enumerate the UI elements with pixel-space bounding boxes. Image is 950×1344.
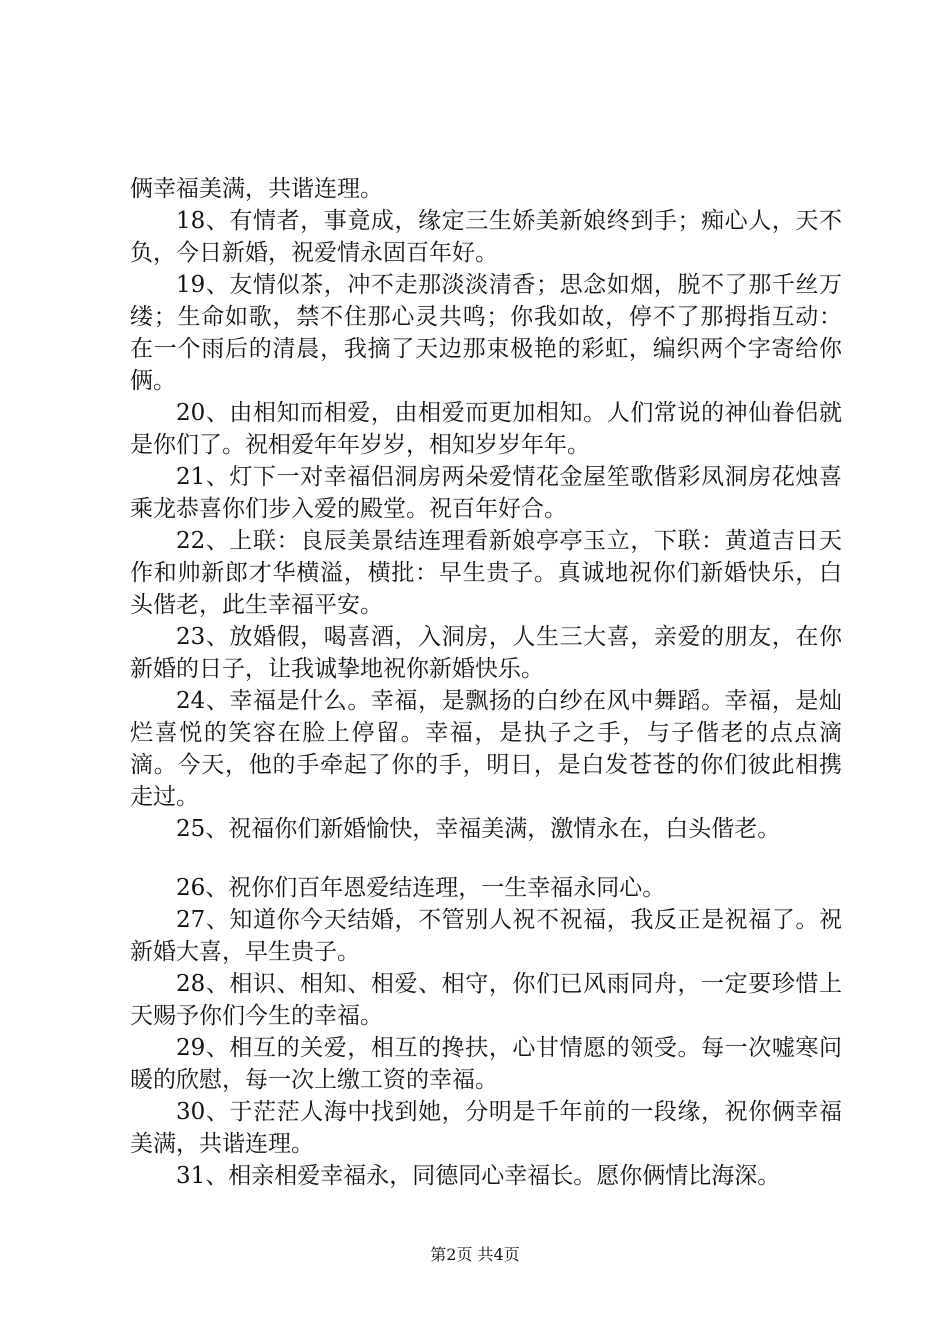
- paragraph-27: 27、知道你今天结婚，不管别人祝不祝福，我反正是祝福了。祝新婚大喜，早生贵子。: [130, 907, 842, 965]
- paragraph-19: 19、友情似茶，冲不走那淡淡清香；思念如烟，脱不了那千丝万缕；生命如歌，禁不住那心灵共鸣；你我如故，停不了那拇指互动：在一个雨后的清晨，我摘了天边那束极艳的彩虹，编织两个字寄给你俩。: [130, 272, 842, 394]
- paragraph-28: 28、相识、相知、相爱、相守，你们已风雨同舟，一定要珍惜上天赐予你们今生的幸福。: [130, 971, 842, 1029]
- page-number-footer: 第2页 共4页: [430, 1245, 520, 1264]
- paragraph-22: 22、上联：良辰美景结连理看新娘亭亭玉立，下联：黄道吉日天作和帅新郎才华横溢，横批：早生贵子。真诚地祝你们新婚快乐，白头偕老，此生幸福平安。: [130, 528, 842, 618]
- paragraph-25: 25、祝福你们新婚愉快，幸福美满，激情永在，白头偕老。: [176, 816, 781, 842]
- paragraph-23: 23、放婚假，喝喜酒，入洞房，人生三大喜，亲爱的朋友，在你新婚的日子，让我诚挚地祝你新婚快乐。: [130, 624, 842, 682]
- paragraph-29: 29、相互的关爱，相互的搀扶，心甘情愿的领受。每一次嘘寒问暖的欣慰，每一次上缴工资的幸福。: [130, 1035, 842, 1093]
- paragraph-continuation: 俩幸福美满，共谐连理。: [130, 176, 383, 202]
- paragraph-26: 26、祝你们百年恩爱结连理，一生幸福永同心。: [176, 875, 666, 901]
- paragraph-24: 24、幸福是什么。幸福，是飘扬的白纱在风中舞蹈。幸福，是灿烂喜悦的笑容在脸上停留。幸福，是执子之手，与子偕老的点点滴滴。今天，他的手牵起了你的手，明日，是白发苍苍的你们彼此相携走过。: [130, 688, 842, 810]
- paragraph-21: 21、灯下一对幸福侣洞房两朵爱情花金屋笙歌偕彩凤洞房花烛喜乘龙恭喜你们步入爱的殿堂。祝百年好合。: [130, 464, 842, 522]
- document-body: [130, 173, 842, 1192]
- paragraph-18: 18、有情者，事竟成，缘定三生娇美新娘终到手；痴心人，天不负，今日新婚，祝爱情永固百年好。: [130, 208, 842, 266]
- paragraph-20: 20、由相知而相爱，由相爱而更加相知。人们常说的神仙眷侣就是你们了。祝相爱年年岁岁，相知岁岁年年。: [130, 400, 842, 458]
- paragraph-31: 31、相亲相爱幸福永，同德同心幸福长。愿你俩情比海深。: [176, 1163, 781, 1189]
- paragraph-30: 30、于茫茫人海中找到她，分明是千年前的一段缘，祝你俩幸福美满，共谐连理。: [130, 1099, 842, 1157]
